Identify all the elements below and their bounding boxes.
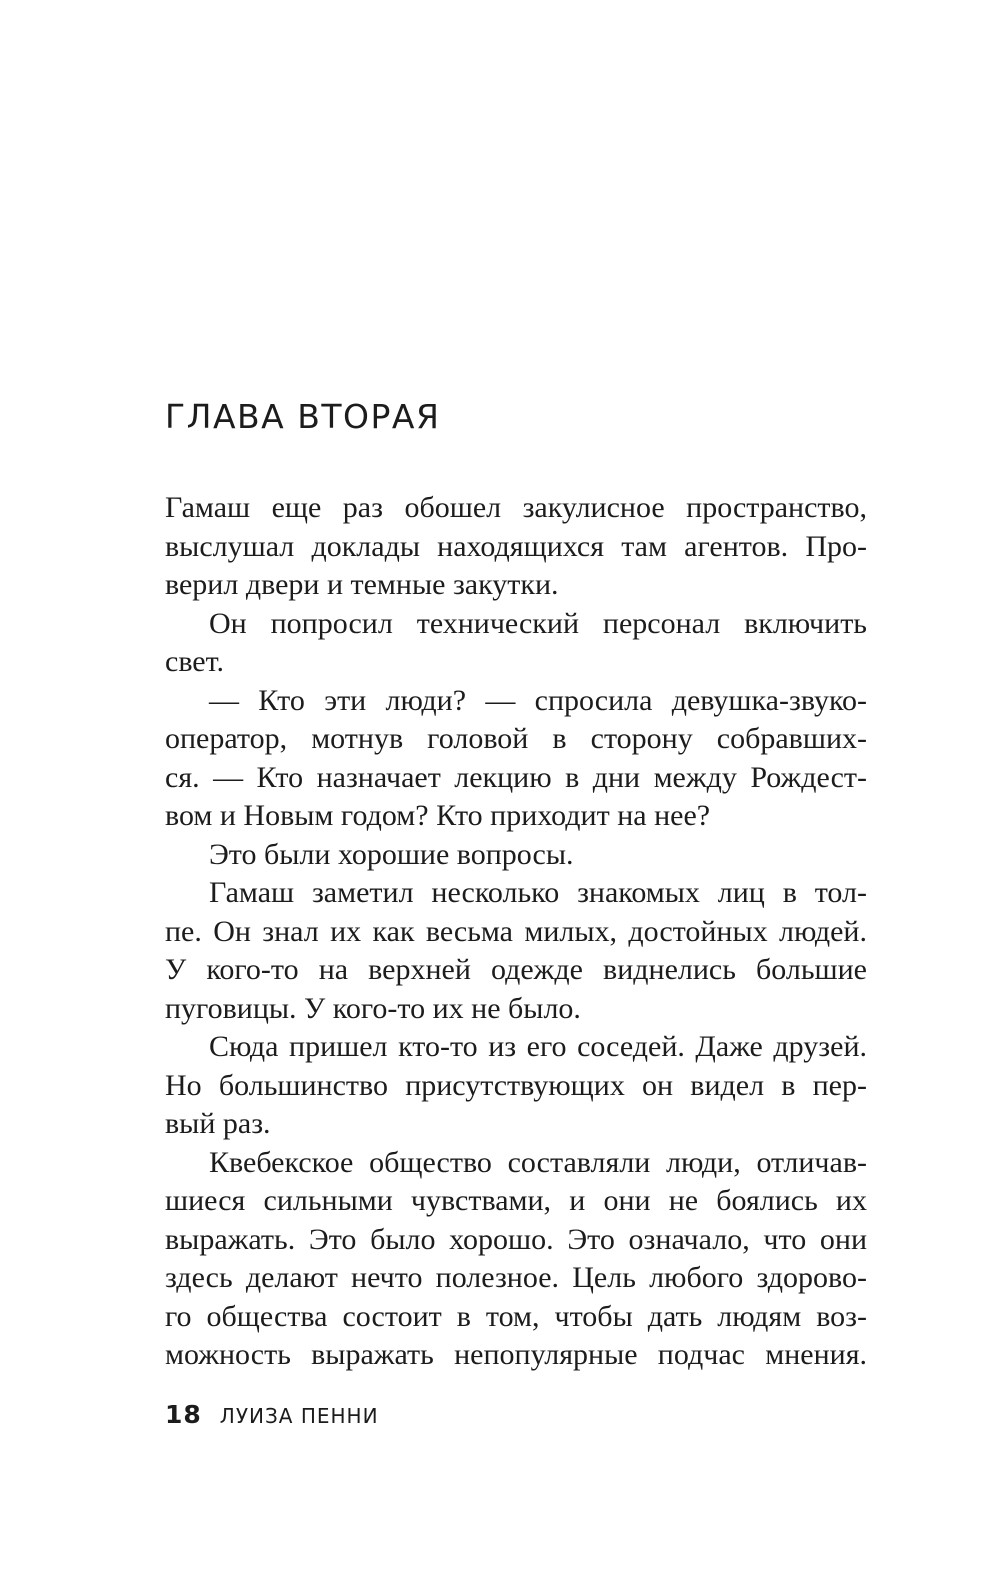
text-line: выражать. Это было хорошо. Это означало, что они xyxy=(165,1222,867,1256)
text-line: оператор, мотнув головой в сторону собравших- xyxy=(165,722,867,755)
text-line: Гамаш заметил несколько знакомых лиц в тол- xyxy=(209,876,867,909)
text-line: можность выражать непопулярные подчас мнения. xyxy=(165,1338,867,1371)
text-line: шиеся сильными чувствами, и они не боялись их xyxy=(165,1184,867,1217)
chapter-title: ГЛАВА ВТОРАЯ xyxy=(165,397,441,436)
text-line: вый раз. xyxy=(165,1107,271,1140)
chapter-body-text xyxy=(165,489,867,1375)
text-line: выслушал доклады находящихся там агентов. Про- xyxy=(165,529,867,563)
text-line: Это были хорошие вопросы. xyxy=(209,837,574,871)
page-footer xyxy=(165,1395,379,1439)
text-line: го общества состоит в том, чтобы дать людям воз- xyxy=(165,1299,867,1333)
text-line: пуговицы. У кого-то их не было. xyxy=(165,991,581,1025)
text-line: вом и Новым годом? Кто приходит на нее? xyxy=(165,799,711,832)
text-line: свет. xyxy=(165,645,224,678)
text-line: Квебекское общество составляли люди, отличав- xyxy=(209,1145,867,1179)
text-line: Сюда пришел кто-то из его соседей. Даже друзей. xyxy=(209,1030,867,1063)
text-line: верил двери и темные закутки. xyxy=(165,568,559,601)
text-line: Он попросил технический персонал включить xyxy=(209,606,867,640)
text-line: Гамаш еще раз обошел закулисное пространство, xyxy=(165,491,867,524)
text-line: Но большинство присутствующих он видел в пер- xyxy=(165,1068,867,1102)
text-line: пе. Он знал их как весьма милых, достойных людей. xyxy=(165,914,867,948)
text-line: здесь делают нечто полезное. Цель любого здорово- xyxy=(165,1261,867,1294)
text-line: — Кто эти люди? — спросила девушка-звуко- xyxy=(209,683,867,717)
page-number: 18 xyxy=(165,1400,202,1429)
text-line: У кого-то на верхней одежде виднелись большие xyxy=(165,953,867,986)
text-line: ся. — Кто назначает лекцию в дни между Рождест- xyxy=(165,760,867,794)
running-head-author: ЛУИЗА ПЕННИ xyxy=(219,1404,379,1428)
